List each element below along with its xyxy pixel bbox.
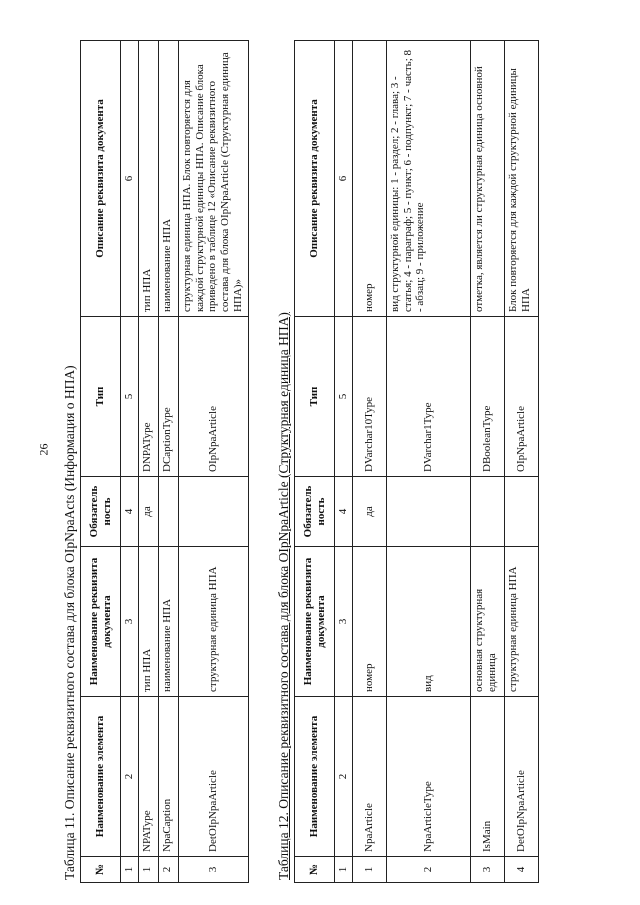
type: DBooleanType [471, 317, 505, 477]
required [471, 477, 505, 547]
table-12-index-row [335, 41, 353, 883]
table-row [353, 41, 387, 883]
table-11 [80, 40, 249, 883]
description: отметка, является ли структурная единица основной [471, 41, 505, 317]
type: DNPAType [139, 317, 159, 477]
table-11-header-row [81, 41, 121, 883]
description: вид структурной единицы: 1 - раздел; 2 - глава; 3 - статья; 4 - параграф; 5 - пункт; 6 - подпункт; 7 - часть; 8 - абзац; 9 - приложение [387, 41, 471, 317]
element-name: NpaCaption [159, 697, 179, 857]
row-num: 3 [179, 857, 249, 883]
description: наименование НПА [159, 41, 179, 317]
page-number: 26 [36, 443, 51, 456]
index-cell: 6 [121, 41, 139, 317]
table-row [471, 41, 505, 883]
index-cell: 3 [121, 547, 139, 697]
table-12 [294, 40, 539, 883]
requisite-name: основная структурная единица [471, 547, 505, 697]
row-num: 4 [505, 857, 539, 883]
col-header-element-name: Наименование элемента [295, 697, 335, 857]
col-header-description: Описание реквизита документа [295, 41, 335, 317]
table-12-header-row [295, 41, 335, 883]
table-11-index-row [121, 41, 139, 883]
index-cell: 4 [335, 477, 353, 547]
row-num: 2 [387, 857, 471, 883]
requisite-name: наименование НПА [159, 547, 179, 697]
description: тип НПА [139, 41, 159, 317]
element-name: DetOIpNpaArticle [179, 697, 249, 857]
requisite-name: номер [353, 547, 387, 697]
type: DCaptionType [159, 317, 179, 477]
col-header-num: № [81, 857, 121, 883]
col-header-description: Описание реквизита документа [81, 41, 121, 317]
description: номер [353, 41, 387, 317]
index-cell: 1 [335, 857, 353, 883]
col-header-type: Тип [81, 317, 121, 477]
type: OIpNpaArticle [179, 317, 249, 477]
index-cell: 5 [335, 317, 353, 477]
col-header-num: № [295, 857, 335, 883]
description: Блок повторяется для каждой структурной единицы НПА [505, 41, 539, 317]
element-name: DetOIpNpaArticle [505, 697, 539, 857]
index-cell: 5 [121, 317, 139, 477]
required [159, 477, 179, 547]
index-cell: 2 [335, 697, 353, 857]
table-row [159, 41, 179, 883]
col-header-element-name: Наименование элемента [81, 697, 121, 857]
requisite-name: структурная единица НПА [179, 547, 249, 697]
table-12-caption: Таблица 12. Описание реквизитного состава для блока OIpNpaArticle (Структурная единица НПА) [276, 312, 291, 880]
index-cell: 1 [121, 857, 139, 883]
requisite-name: вид [387, 547, 471, 697]
table-11-caption: Таблица 11. Описание реквизитного состава для блока OIpNpaActs (Информация о НПА) [62, 365, 77, 880]
required [387, 477, 471, 547]
row-num: 3 [471, 857, 505, 883]
index-cell: 2 [121, 697, 139, 857]
required [179, 477, 249, 547]
row-num: 1 [139, 857, 159, 883]
col-header-required: Обязатель ность [81, 477, 121, 547]
requisite-name: структурная единица НПА [505, 547, 539, 697]
type: DVarchar10Type [353, 317, 387, 477]
type: DVarchar1Type [387, 317, 471, 477]
col-header-requisite-name: Наименование реквизита документа [295, 547, 335, 697]
description: структурная единица НПА. Блок повторяется для каждой структурной единицы НПА. Описание блока приведено в таблице 12 «Описание реквизитного состава для блока OIpNpaArticle (Структурная единица НПА)» [179, 41, 249, 317]
element-name: NpaArticle [353, 697, 387, 857]
table-row [139, 41, 159, 883]
col-header-type: Тип [295, 317, 335, 477]
required: да [139, 477, 159, 547]
col-header-requisite-name: Наименование реквизита документа [81, 547, 121, 697]
element-name: NPAType [139, 697, 159, 857]
required [505, 477, 539, 547]
required: да [353, 477, 387, 547]
table-row [179, 41, 249, 883]
index-cell: 3 [335, 547, 353, 697]
element-name: IsMain [471, 697, 505, 857]
index-cell: 6 [335, 41, 353, 317]
row-num: 1 [353, 857, 387, 883]
type: OIpNpaArticle [505, 317, 539, 477]
element-name: NpaArticleType [387, 697, 471, 857]
table-row [505, 41, 539, 883]
requisite-name: тип НПА [139, 547, 159, 697]
table-row [387, 41, 471, 883]
index-cell: 4 [121, 477, 139, 547]
row-num: 2 [159, 857, 179, 883]
col-header-required: Обязатель ность [295, 477, 335, 547]
